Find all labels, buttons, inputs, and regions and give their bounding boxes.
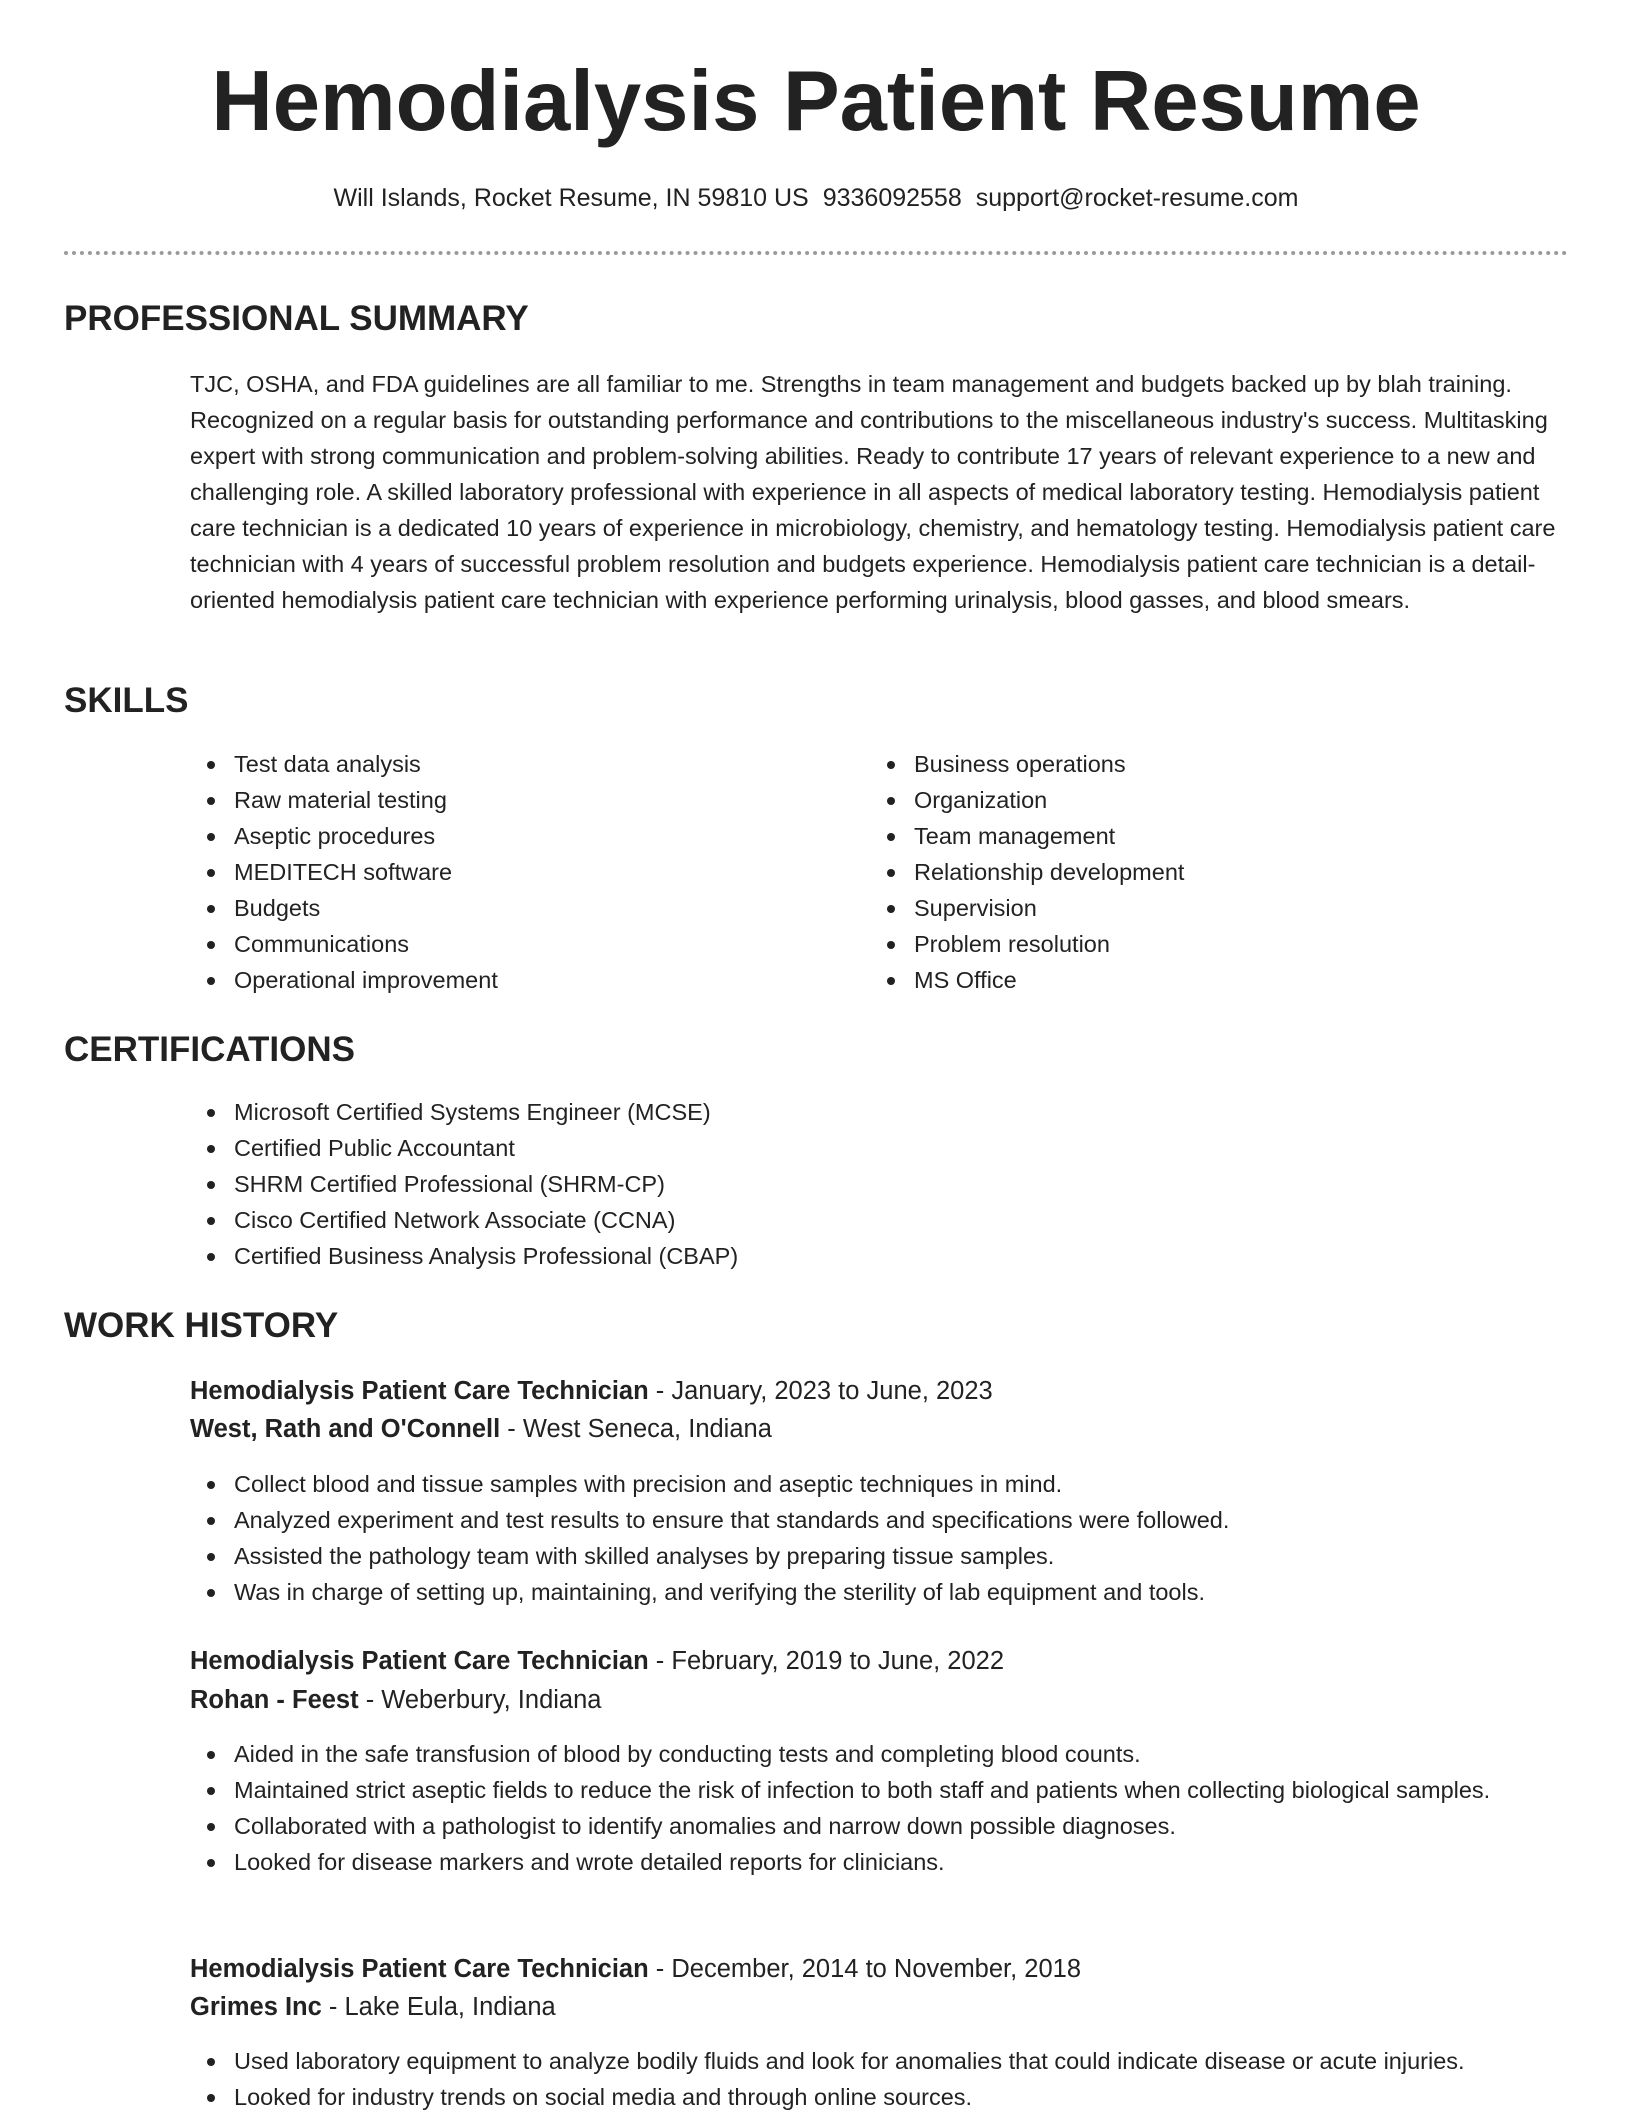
job-title-line <box>190 1950 1081 1988</box>
skill-item: Operational improvement <box>190 962 810 998</box>
certification-item: SHRM Certified Professional (SHRM-CP) <box>190 1166 1570 1202</box>
job-duty-item: Collaborated with a pathologist to identify anomalies and narrow down possible diagnoses. <box>190 1808 1530 1844</box>
skills-heading: SKILLS <box>64 681 189 720</box>
summary-heading: PROFESSIONAL SUMMARY <box>64 299 529 338</box>
job-company-line <box>190 1988 556 2026</box>
skill-item: Budgets <box>190 890 810 926</box>
job-duties-list <box>190 1736 1530 1880</box>
contact-address: Will Islands, Rocket Resume, IN 59810 US <box>333 184 809 212</box>
job-role: Hemodialysis Patient Care Technician <box>190 1377 649 1405</box>
certifications-heading: CERTIFICATIONS <box>64 1030 356 1069</box>
summary-text: TJC, OSHA, and FDA guidelines are all familiar to me. Strengths in team management and budgets backed up by blah training. Recognized on a regular basis for outstanding performance and contributions to the miscellaneous industry's success. Multitasking expert with strong communication and problem-solving abilities. Ready to contribute 17 years of relevant experience to a new and challenging role. A skilled laboratory professional with experience in all aspects of medical laboratory testing. Hemodialysis patient care technician is a dedicated 10 years of experience in microbiology, chemistry, and hematology testing. Hemodialysis patient care technician with 4 years of successful problem resolution and budgets experience. Hemodialysis patient care technician is a detail-oriented hemodialysis patient care technician with experience performing urinalysis, blood gasses, and blood smears. <box>190 371 1556 613</box>
contact-phone: 9336092558 <box>822 184 962 212</box>
certification-item: Cisco Certified Network Associate (CCNA) <box>190 1202 1570 1238</box>
job-duty-item: Used laboratory equipment to analyze bodily fluids and look for anomalies that could indicate disease or acute injuries. <box>190 2043 1590 2079</box>
job-location: - Lake Eula, Indiana <box>321 1993 556 2021</box>
certification-item: Certified Business Analysis Professional (CBAP) <box>190 1238 1570 1274</box>
certification-item: Microsoft Certified Systems Engineer (MCSE) <box>190 1094 1570 1130</box>
job-duty-item: Was in charge of setting up, maintaining, and verifying the sterility of lab equipment and tools. <box>190 1574 1570 1610</box>
job-duty-item: Maintained strict aseptic fields to reduce the risk of infection to both staff and patients when collecting biological samples. <box>190 1772 1530 1808</box>
job-dates: - January, 2023 to June, 2023 <box>648 1377 993 1405</box>
job-duties-list <box>190 2043 1590 2115</box>
job-duty-item: Looked for disease markers and wrote detailed reports for clinicians. <box>190 1844 1530 1880</box>
job-location: - West Seneca, Indiana <box>500 1415 772 1443</box>
job-role: Hemodialysis Patient Care Technician <box>190 1647 649 1675</box>
job-location: - Weberbury, Indiana <box>358 1686 602 1714</box>
job-company: Rohan - Feest <box>190 1686 359 1714</box>
skill-item: Supervision <box>870 890 1490 926</box>
job-dates: - February, 2019 to June, 2022 <box>648 1647 1005 1675</box>
job-company: West, Rath and O'Connell <box>190 1415 501 1443</box>
job-title-line <box>190 1372 993 1410</box>
skill-item: Problem resolution <box>870 926 1490 962</box>
skill-item: Communications <box>190 926 810 962</box>
skill-item: Test data analysis <box>190 746 810 782</box>
job-duty-item: Looked for industry trends on social media and through online sources. <box>190 2079 1590 2115</box>
job-company-line <box>190 1681 601 1719</box>
skill-item: Team management <box>870 818 1490 854</box>
skill-item: Raw material testing <box>190 782 810 818</box>
job-duty-item: Analyzed experiment and test results to ensure that standards and specifications were followed. <box>190 1502 1570 1538</box>
job-company: Grimes Inc <box>190 1993 322 2021</box>
contact-email[interactable]: support@rocket-resume.com <box>975 184 1299 212</box>
job-duty-item: Assisted the pathology team with skilled analyses by preparing tissue samples. <box>190 1538 1570 1574</box>
skill-item: Organization <box>870 782 1490 818</box>
header-divider <box>64 251 1568 255</box>
skill-item: Aseptic procedures <box>190 818 810 854</box>
job-dates: - December, 2014 to November, 2018 <box>648 1955 1082 1983</box>
certification-item: Certified Public Accountant <box>190 1130 1570 1166</box>
job-title-line <box>190 1642 1004 1680</box>
job-duty-item: Collect blood and tissue samples with precision and aseptic techniques in mind. <box>190 1466 1570 1502</box>
skills-list-left <box>190 746 810 998</box>
job-duties-list <box>190 1466 1570 1610</box>
certifications-list <box>190 1094 1570 1274</box>
contact-line <box>0 182 1632 214</box>
skill-item: Business operations <box>870 746 1490 782</box>
job-company-line <box>190 1410 772 1448</box>
skill-item: MEDITECH software <box>190 854 810 890</box>
work-history-heading: WORK HISTORY <box>64 1306 339 1345</box>
skill-item: MS Office <box>870 962 1490 998</box>
skills-list-right <box>870 746 1490 998</box>
job-duty-item: Aided in the safe transfusion of blood by conducting tests and completing blood counts. <box>190 1736 1530 1772</box>
job-role: Hemodialysis Patient Care Technician <box>190 1955 649 1983</box>
skill-item: Relationship development <box>870 854 1490 890</box>
resume-title: Hemodialysis Patient Resume <box>211 54 1421 149</box>
